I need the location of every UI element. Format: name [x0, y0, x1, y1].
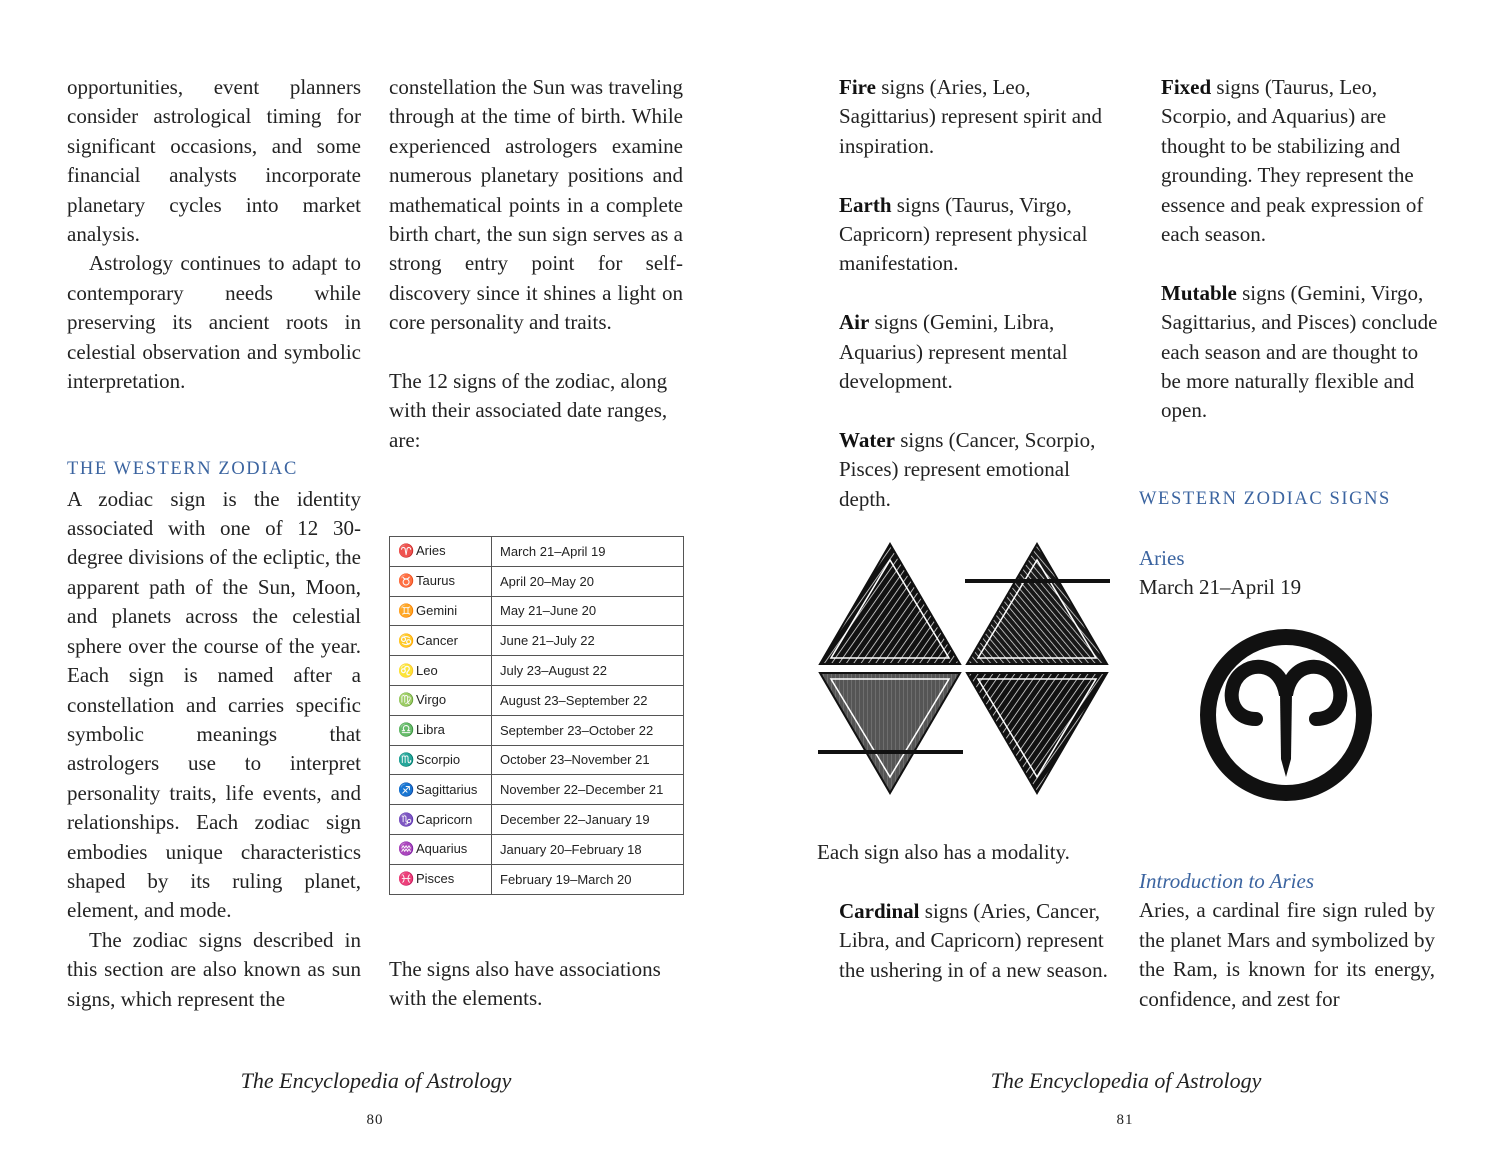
elements-illustration [815, 540, 1115, 800]
table-row [390, 596, 684, 626]
sign-label: Leo [416, 662, 438, 678]
right-column-1 [839, 73, 1119, 514]
sign-name: Aries [1139, 545, 1185, 570]
paragraph: The 12 signs of the zodiac, along with their associated date ranges, are: [389, 369, 668, 452]
signs-section [1139, 485, 1435, 603]
right-column-2 [1161, 73, 1441, 426]
sign-label: Scorpio [416, 751, 461, 767]
zodiac-glyph-icon: ♌ [398, 662, 415, 678]
sign-label: Gemini [416, 602, 458, 618]
sign-cell [390, 656, 492, 686]
zodiac-glyph-icon: ♉ [398, 573, 415, 589]
modality-fixed: Fixed signs (Taurus, Leo, Scorpio, and Aquarius) are thought to be stabilizing and grounding. They represent the essence and peak expression of each season. [1161, 75, 1424, 247]
paragraph: The signs also have associations with the elements. [389, 957, 661, 1011]
sign-label: Aquarius [416, 841, 468, 857]
date-cell: January 20–February 18 [492, 834, 684, 864]
sign-cell [390, 715, 492, 745]
sign-label: Taurus [416, 573, 456, 589]
section-heading: THE WESTERN ZODIAC [67, 459, 298, 480]
fire-triangle-icon [820, 544, 960, 664]
date-cell: March 21–April 19 [492, 537, 684, 567]
paragraph: Astrology continues to adapt to contemporary needs while preserving its ancient roots in celestial observation and symbolic interpretation. [67, 251, 361, 394]
date-cell: October 23–November 21 [492, 745, 684, 775]
sign-cell [390, 537, 492, 567]
zodiac-glyph-icon: ♓ [398, 871, 415, 887]
date-cell: August 23–September 22 [492, 685, 684, 715]
sign-cell [390, 596, 492, 626]
intro-section [1139, 867, 1435, 1014]
sign-dates: March 21–April 19 [1139, 575, 1302, 600]
sign-label: Virgo [416, 692, 447, 708]
paragraph: Each sign also has a modality. [817, 840, 1070, 864]
paragraph: opportunities, event planners consider astrological timing for significant occasions, and some financial analysts incorporate planetary cycles into market analysis. [67, 75, 361, 247]
date-cell: November 22–December 21 [492, 775, 684, 805]
zodiac-glyph-icon: ♋ [398, 632, 415, 648]
air-triangle-icon [965, 544, 1110, 664]
table-row [390, 745, 684, 775]
paragraph: constellation the Sun was traveling through at the time of birth. While experienced astrologers examine numerous planetary positions and mathematical points in a complete birth chart, the sun sign serves as a strong entry point for self-discovery since it shines a light on core personality and traits. [389, 75, 683, 335]
element-fire: Fire signs (Aries, Leo, Sagittarius) represent spirit and inspiration. [839, 75, 1103, 158]
table-row [390, 775, 684, 805]
element-air: Air signs (Gemini, Libra, Aquarius) represent mental development. [839, 310, 1068, 394]
date-cell: September 23–October 22 [492, 715, 684, 745]
zodiac-glyph-icon: ♎ [398, 722, 415, 738]
left-page-number: 80 [366, 1112, 384, 1128]
zodiac-glyph-icon: ♈ [398, 543, 415, 559]
sign-label: Aries [416, 543, 446, 559]
date-cell: May 21–June 20 [492, 596, 684, 626]
sign-cell [390, 864, 492, 894]
zodiac-glyph-icon: ♍ [398, 692, 415, 708]
table-row [390, 656, 684, 686]
element-earth: Earth signs (Taurus, Virgo, Capricorn) represent physical manifestation. [839, 192, 1088, 276]
date-cell: April 20–May 20 [492, 566, 684, 596]
water-triangle-icon [967, 673, 1107, 793]
paragraph: The zodiac signs described in this section are also known as sun signs, which represent the [67, 927, 361, 1011]
modality-cardinal: Cardinal signs (Aries, Cancer, Libra, and Capricorn) represent the ushering in of a new season. [839, 898, 1108, 982]
right-page-number: 81 [1116, 1112, 1134, 1128]
element-water: Water signs (Cancer, Scorpio, Pisces) represent emotional depth. [839, 427, 1096, 511]
modality-section [817, 838, 1117, 985]
sign-cell [390, 685, 492, 715]
sign-label: Pisces [416, 871, 455, 887]
sign-cell [390, 626, 492, 656]
table-row [390, 566, 684, 596]
date-cell: July 23–August 22 [492, 656, 684, 686]
section-heading: WESTERN ZODIAC SIGNS [1139, 489, 1391, 509]
sign-label: Sagittarius [416, 781, 478, 797]
modality-mutable: Mutable signs (Gemini, Virgo, Sagittarius, and Pisces) conclude each season and are thought to be more naturally flexible and open. [1161, 280, 1438, 423]
paragraph: Aries, a cardinal fire sign ruled by the planet Mars and symbolized by the Ram, is known for its energy, confidence, and zest for [1139, 898, 1435, 1011]
subheading: Introduction to Aries [1139, 869, 1314, 893]
zodiac-date-table [389, 536, 684, 895]
left-column-2 [389, 73, 683, 455]
date-cell: June 21–July 22 [492, 626, 684, 656]
right-footer-title: The Encyclopedia of Astrology [990, 1068, 1262, 1093]
paragraph: A zodiac sign is the identity associated with one of 12 30-degree divisions of the ecliptic, the apparent path of the Sun, Moon, and planets across the celestial sphere over the course of the year. Each sign is named after a constellation and carries specific symbolic meanings that astrologers use to interpret personality traits, life events, and relationships. Each zodiac sign embodies unique characteristics shaped by its ruling planet, element, and mode. [67, 486, 361, 923]
table-row [390, 715, 684, 745]
sign-cell [390, 745, 492, 775]
table-row [390, 805, 684, 835]
table-row [390, 626, 684, 656]
zodiac-glyph-icon: ♑ [398, 811, 415, 827]
date-cell: February 19–March 20 [492, 864, 684, 894]
earth-triangle-icon [818, 673, 963, 793]
date-cell: December 22–January 19 [492, 805, 684, 835]
left-column-1 [67, 73, 361, 1014]
table-row [390, 537, 684, 567]
left-footer-title: The Encyclopedia of Astrology [240, 1068, 512, 1093]
zodiac-glyph-icon: ♒ [398, 841, 415, 857]
sign-cell [390, 834, 492, 864]
table-row [390, 864, 684, 894]
table-row [390, 834, 684, 864]
zodiac-glyph-icon: ♊ [398, 602, 415, 618]
sign-label: Libra [416, 722, 445, 738]
sign-label: Capricorn [416, 811, 473, 827]
zodiac-glyph-icon: ♏ [398, 751, 415, 767]
zodiac-glyph-icon: ♐ [398, 781, 415, 797]
aries-symbol-icon [1198, 627, 1374, 803]
sign-cell [390, 805, 492, 835]
elements-intro [389, 955, 683, 1014]
sign-cell [390, 775, 492, 805]
table-row [390, 685, 684, 715]
sign-label: Cancer [416, 632, 458, 648]
sign-cell [390, 566, 492, 596]
